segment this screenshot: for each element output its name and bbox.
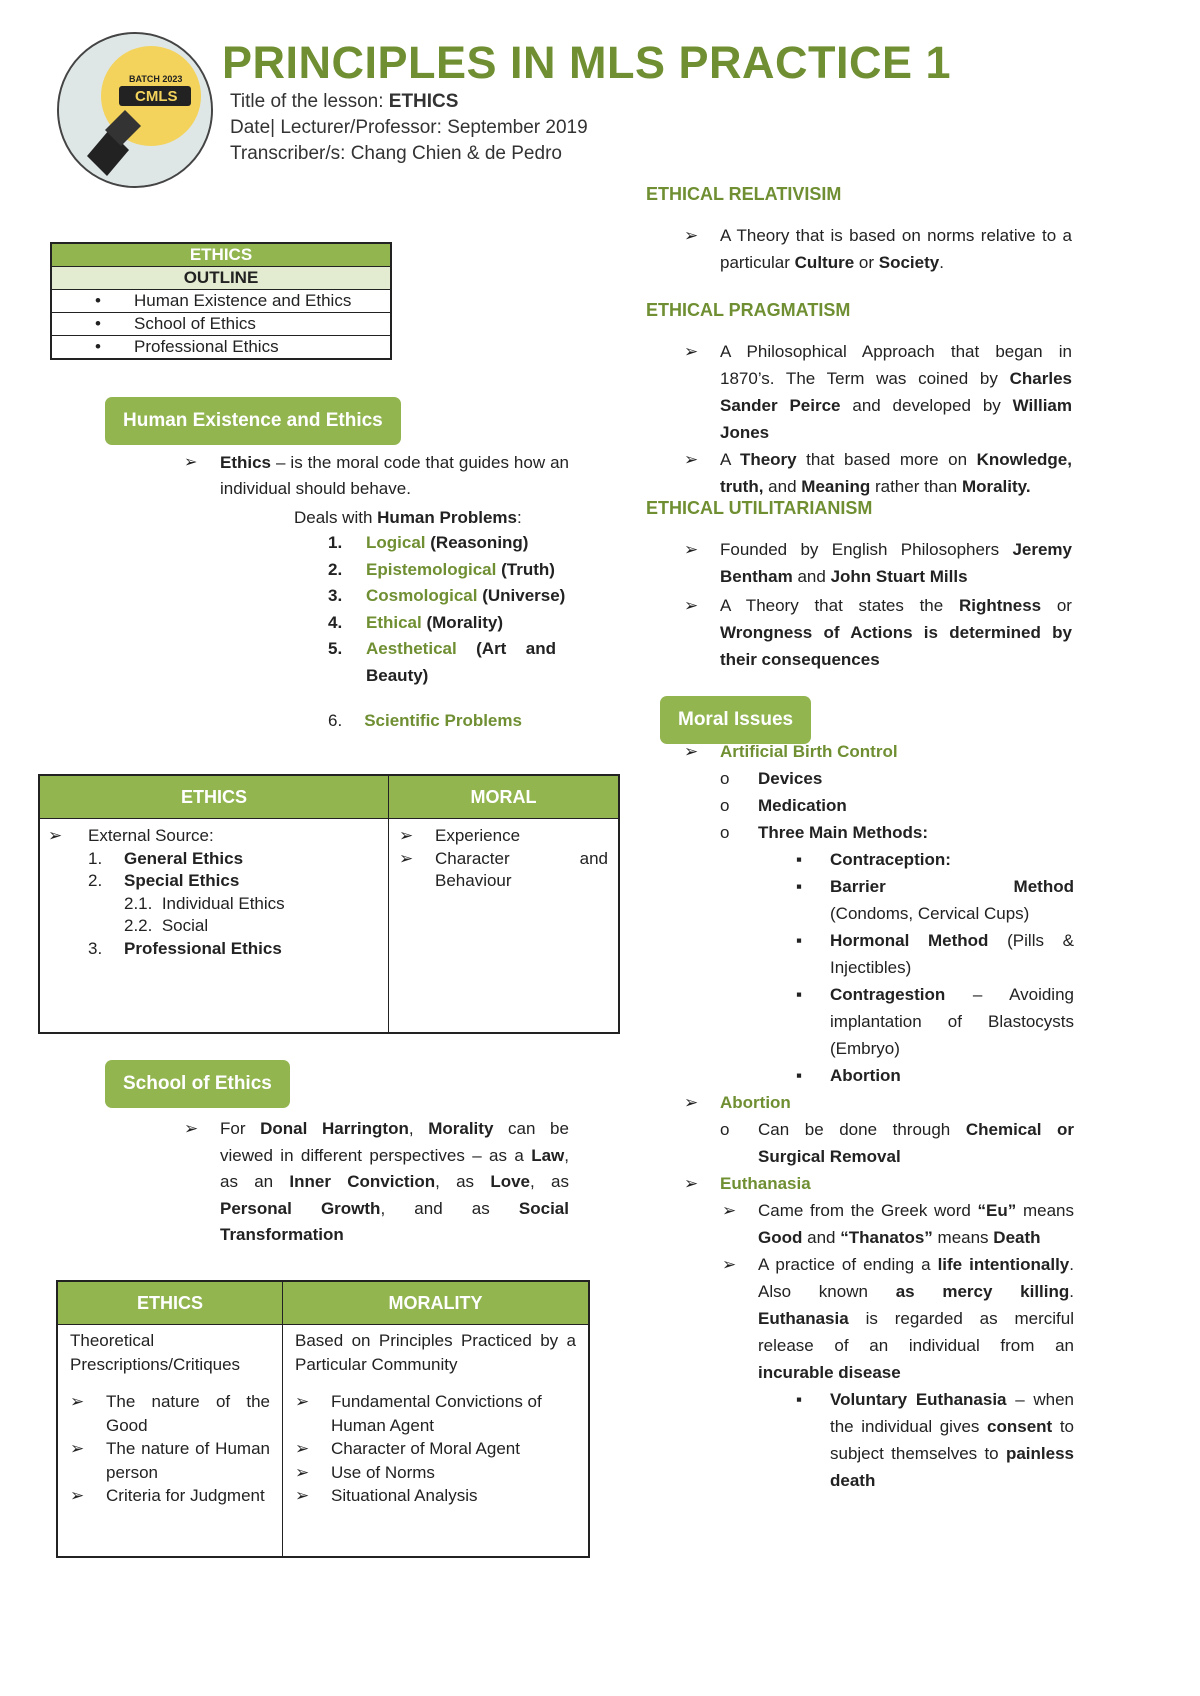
- table-cell: ➢ Experience ➢ Character and Behaviour: [389, 819, 620, 1034]
- list-item: 1. Logical (Reasoning): [328, 533, 529, 552]
- table-header: ETHICS: [39, 775, 389, 819]
- ethics-moral-table: [38, 774, 620, 1034]
- logo-batch: BATCH 2023: [129, 74, 183, 84]
- ethics-morality-table: [56, 1280, 590, 1558]
- pragmatism-heading: ETHICAL PRAGMATISM: [646, 300, 851, 320]
- outline-item: • School of Ethics: [51, 313, 391, 336]
- table-header: MORALITY: [283, 1281, 590, 1325]
- date-line: Date| Lecturer/Professor: September 2019: [230, 117, 588, 138]
- outline-item: • Professional Ethics: [51, 336, 391, 360]
- outline-table: [50, 242, 392, 360]
- logo: [57, 32, 213, 188]
- list-item: 4. Ethical (Morality): [328, 612, 503, 632]
- lesson-line: Title of the lesson: ETHICS: [230, 91, 459, 112]
- table-cell: Based on Principles Practiced by a Particular Community ➢ Fundamental Convictions of Human Agent ➢ Character of Moral Agent ➢ Use of Norms ➢ Situational Analysis: [283, 1325, 590, 1558]
- table-cell: Theoretical Prescriptions/Critiques ➢ The nature of the Good ➢ The nature of Human person ➢ Criteria for Judgment: [57, 1325, 283, 1558]
- human-problems-list: [328, 530, 568, 689]
- lightbulb-logo-icon: [59, 34, 211, 186]
- school-of-ethics-heading: School of Ethics: [105, 1060, 290, 1108]
- relativism-heading: ETHICAL RELATIVISIM: [646, 184, 842, 204]
- table-header: ETHICS: [57, 1281, 283, 1325]
- pragmatism-text: ➢ A Philosophical Approach that began in 1870’s. The Term was coined by Charles Sander Peirce and developed by William Jones ➢ A Theory that based more on Knowledge, truth, and Meaning rather than Morality.: [684, 342, 1072, 496]
- page-title: PRINCIPLES IN MLS PRACTICE 1: [222, 37, 952, 88]
- utilitarianism-heading: ETHICAL UTILITARIANISM: [646, 498, 873, 518]
- list-item: 6. Scientific Problems: [328, 711, 522, 730]
- relativism-text: ➢ A Theory that is based on norms relative to a particular Culture or Society.: [684, 226, 1072, 272]
- logo-text: CMLS: [135, 88, 178, 105]
- table-header: MORAL: [389, 775, 620, 819]
- list-item: 5. Aesthetical (Art and Beauty): [328, 639, 556, 685]
- ethics-definition: ➢ Ethics – is the moral code that guides how an individual should behave.: [184, 453, 569, 498]
- transcriber-line: Transcriber/s: Chang Chien & de Pedro: [230, 143, 562, 164]
- human-existence-heading: Human Existence and Ethics: [105, 397, 401, 445]
- moral-issues-content: ➢ Artificial Birth Control o Devices o Medication o Three Main Methods: ▪ Contraception: ▪ Barrier Method (Condoms, Cervical Cups) ▪ Hormonal Method (Pills & Injectibles) ▪ Contragestion – Avoiding implantation of Blastocysts (Embryo) ▪ Abortion ➢ Abortion o Can be done through Chemical or Surgical Removal ➢ Euthanasia ➢ Came from the Greek word “Eu” means Good and “Thanatos” means Death ➢ A practice of ending a life intentionally. Also known as mercy killing. Euthanasia is regarded as merciful release of an individual from an incurable disease ▪ Voluntary Euthanasia – when the individual gives consent to subject themselves to painless death: [684, 742, 1074, 1490]
- lesson-value: ETHICS: [388, 91, 459, 112]
- table-cell: ➢ External Source: 1. General Ethics 2. Special Ethics 2.1. Individual Ethics 2.2. Social 3. Professional Ethics: [39, 819, 389, 1034]
- list-item: 2. Epistemological (Truth): [328, 559, 555, 579]
- moral-issues-heading: Moral Issues: [660, 696, 811, 744]
- outline-subtitle: OUTLINE: [51, 267, 391, 290]
- outline-title: ETHICS: [51, 243, 391, 267]
- school-of-ethics-text: ➢ For Donal Harrington, Morality can be viewed in different perspectives – as a Law, as an Inner Conviction, as Love, as Personal Growth, and as Social Transformation: [184, 1119, 569, 1244]
- list-item: 3. Cosmological (Universe): [328, 586, 566, 605]
- utilitarianism-text: ➢ Founded by English Philosophers Jeremy Bentham and John Stuart Mills ➢ A Theory that states the Rightness or Wrongness of Actions is determined by their consequences: [684, 540, 1072, 669]
- deals-with: Deals with Human Problems:: [294, 508, 522, 527]
- outline-item: • Human Existence and Ethics: [51, 290, 391, 313]
